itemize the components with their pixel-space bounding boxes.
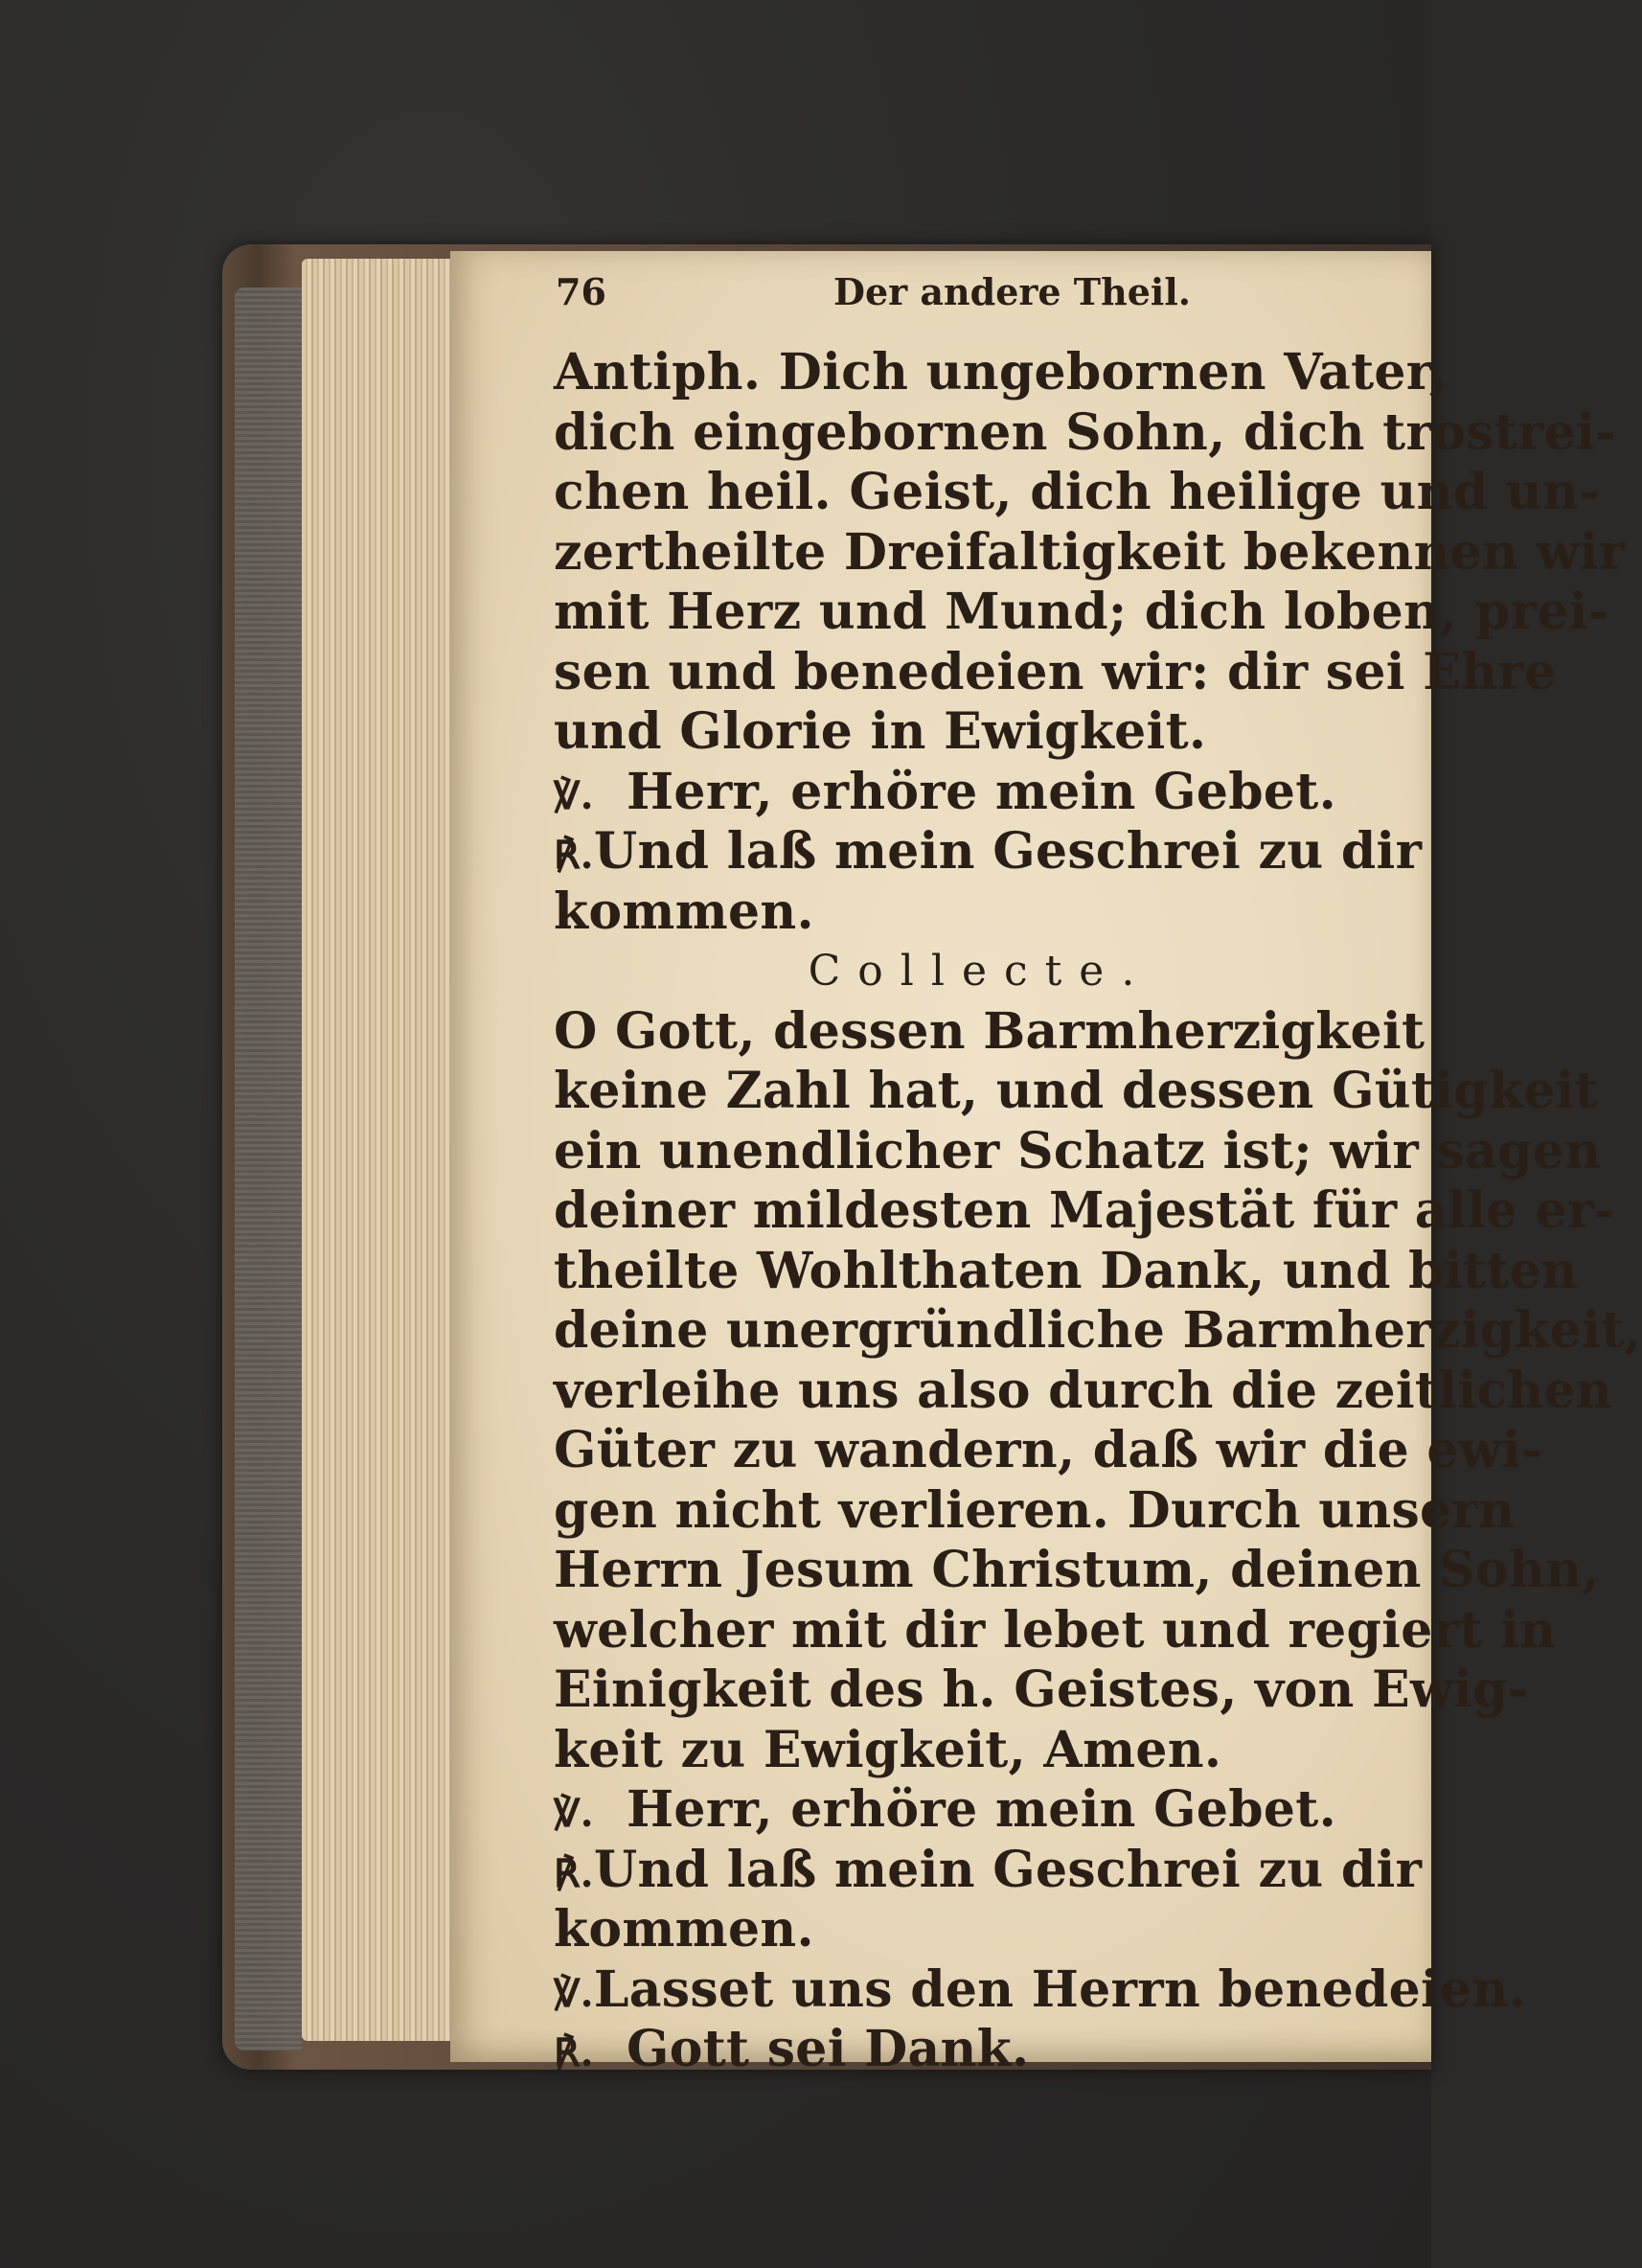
versicle [554, 1780, 1406, 1841]
response-mark: ℟. [554, 2030, 594, 2075]
collect-line: Herrn Jesum Christum, deinen Sohn, [554, 1541, 1600, 1599]
versicle-mark: ℣. [554, 1970, 594, 2016]
versicle-text: Herr, erhöre mein Gebet. [627, 762, 1337, 821]
collect-line: Güter zu wandern, daß wir die ewi- [554, 1421, 1542, 1479]
collect-line: verleihe uns also durch die zeitlichen [554, 1361, 1612, 1420]
collect-line: keit zu Ewigkeit, Amen. [554, 1720, 1222, 1779]
collect-line: O Gott, dessen Barmherzigkeit [554, 1001, 1425, 1061]
response [554, 822, 1423, 882]
response [554, 1840, 1423, 1901]
collect-line: keine Zahl hat, und dessen Gütigkeit [554, 1062, 1599, 1120]
page-text [554, 343, 1642, 2080]
collect-line: deiner mildesten Majestät für alle er- [554, 1181, 1615, 1240]
collecte-heading: Collecte. [808, 947, 1152, 996]
collect-line: gen nicht verlieren. Durch unsern [554, 1480, 1516, 1540]
versicle-mark: ℣. [554, 1791, 594, 1836]
book-page [450, 251, 1642, 2078]
response-text: Gott sei Dank. [627, 2020, 1030, 2078]
antiphon-line: chen heil. Geist, dich heilige und un- [554, 463, 1600, 521]
antiphon-line: Antiph. Dich ungebornen Vater, [554, 343, 1448, 401]
collect-line: theilte Wohlthaten Dank, und bitten [554, 1241, 1579, 1300]
page-number: 76 [556, 270, 606, 313]
versicle-text: Lasset uns den Herrn benedeien. [593, 1959, 1526, 2019]
response-continuation: kommen. [554, 882, 814, 941]
antiphon-line: dich eingebornen Sohn, dich trostrei- [554, 402, 1617, 462]
antiphon-line: und Glorie in Ewigkeit. [554, 702, 1207, 761]
collect-line: Einigkeit des h. Geistes, von Ewig- [554, 1661, 1529, 1719]
response-mark: ℟. [554, 1850, 594, 1896]
page-edges [302, 259, 465, 2041]
versicle-text: Herr, erhöre mein Gebet. [627, 1780, 1337, 1839]
antiphon-line: zertheilte Dreifaltigkeit bekennen wir [554, 522, 1626, 582]
collect-line: welcher mit dir lebet und regiert in [554, 1600, 1557, 1660]
book-cover-cloth [235, 287, 302, 2050]
antiphon-line: mit Herz und Mund; dich loben, prei- [554, 583, 1609, 641]
versicle [554, 763, 1406, 823]
response-text: Und laß mein Geschrei zu dir [593, 822, 1423, 881]
collect-line: deine unergründliche Barmherzigkeit, [554, 1301, 1642, 1360]
response-text: Und laß mein Geschrei zu dir [593, 1840, 1423, 1899]
versicle-mark: ℣. [554, 772, 594, 818]
response-mark: ℟. [554, 833, 594, 878]
antiphon-line: sen und benedeien wir: dir sei Ehre [554, 642, 1557, 701]
page-header [556, 270, 1393, 328]
response-continuation: kommen. [554, 1900, 814, 1959]
running-title: Der andere Theil. [833, 270, 1191, 313]
response [554, 2020, 1406, 2080]
collect-line: ein unendlicher Schatz ist; wir sagen [554, 1121, 1602, 1180]
versicle [554, 1959, 1526, 2021]
